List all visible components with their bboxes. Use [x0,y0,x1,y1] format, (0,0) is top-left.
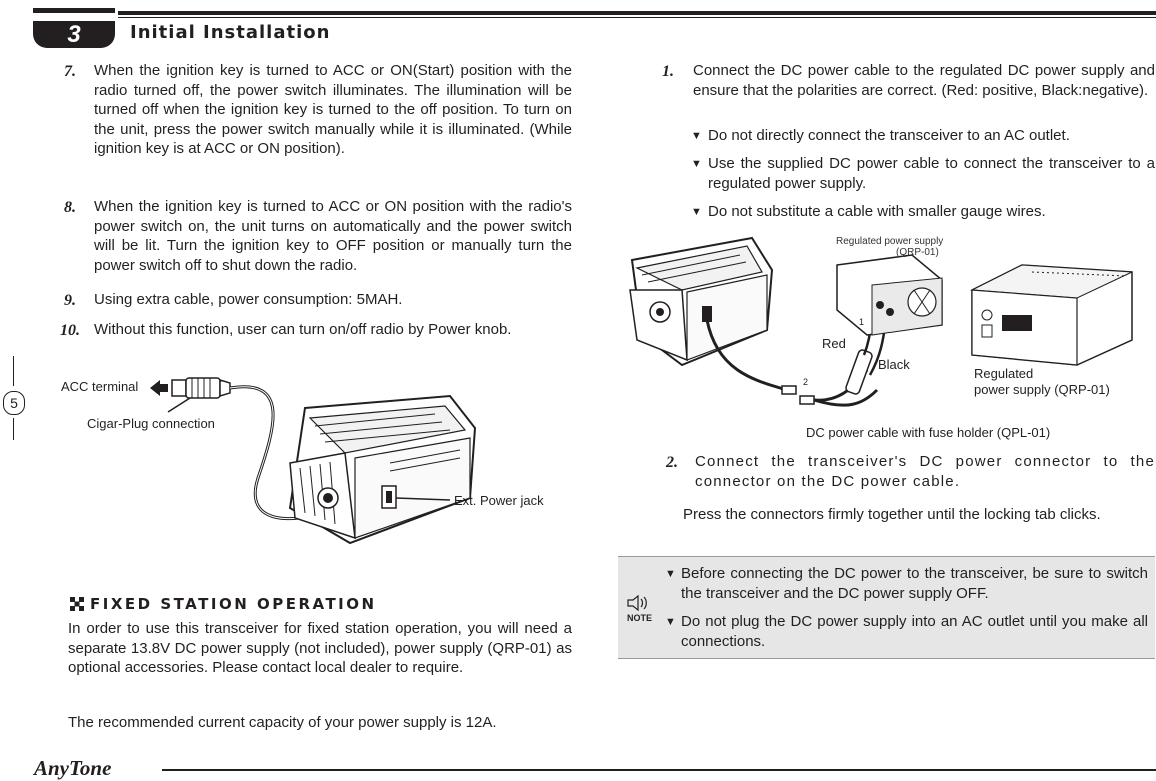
bullet-icon: ▼ [691,206,702,218]
item-text: Connect the transceiver's DC power connector to the connector on the DC power cable. [695,453,1155,490]
dc-cable-label: DC power cable with fuse holder (QPL-01) [806,425,1051,440]
bullet-text: Do not substitute a cable with smaller gauge wires. [708,203,1046,220]
chapter-title: Initial Installation [130,22,331,43]
press-instruction: Press the connectors firmly together until the locking tab clicks. [683,506,1101,523]
item-text: Without this function, user can turn on/off radio by Power knob. [94,321,512,338]
item-number: 9. [64,292,76,309]
regulated-supply-small-label: Regulated power supply [836,236,944,247]
red-wire-label: Red [822,336,846,351]
item-number: 10. [60,322,80,339]
bullet-icon: ▼ [691,158,702,170]
bullet-text: Do not directly connect the transceiver to an AC outlet. [708,127,1070,144]
header-rule-thin [118,17,1156,18]
header-rule-left [33,8,115,13]
regulated-supply-model-small-label: (QRP-01) [896,247,939,258]
fixed-station-current: The recommended current capacity of your power supply is 12A. [68,714,497,731]
item-text: Connect the DC power cable to the regulated DC power supply and ensure that the polarities are correct. (Red: positive, Black:negative). [693,62,1155,99]
bullet-icon: ▼ [665,568,676,580]
footer-rule [162,769,1156,771]
item-text: Using extra cable, power consumption: 5MAH. [94,291,403,308]
transceiver-illustration [290,396,475,543]
transceiver-illustration [630,238,772,365]
power-supply-small-illustration [837,255,942,335]
note-text: Do not plug the DC power supply into an AC outlet until you make all connections. [681,613,1148,650]
arrow-icon [150,380,168,396]
fixed-station-title: FIXED STATION OPERATION [90,595,377,613]
bullet-icon: ▼ [665,616,676,628]
power-supply-large-illustration [972,265,1132,365]
item-text: When the ignition key is turned to ACC or ON position with the radio's power switch on, the unit turns on automatically and the power switch will be lit. Turn the ignition key to OFF position or manually turn the power switch off to shut down the radio. [94,198,572,274]
ext-power-jack-label: Ext. Power jack [454,493,544,508]
brand-logo: AnyTone [34,756,112,780]
regulated-model-label: power supply (QRP-01) [974,382,1110,397]
section-marker-icon [70,597,84,611]
regulated-label: Regulated [974,366,1034,381]
cigar-plug-illustration [172,378,230,398]
item-number: 2. [666,454,678,471]
bullet-text: Use the supplied DC power cable to connect the transceiver to a regulated power supply. [708,155,1155,192]
note-label: NOTE [627,613,653,623]
bullet-icon: ▼ [691,130,702,142]
mark-2: 2 [803,377,809,387]
page-number: 5 [3,391,25,415]
side-rule-top [13,356,14,386]
fixed-station-paragraph: In order to use this transceiver for fixed station operation, you will need a separate 13.8V DC power supply (not included), power supply (QRP-01) as optional accessories. Please contact local dealer to require. [68,620,572,676]
header-rule [118,11,1156,15]
item-number: 1. [662,63,674,80]
item-text: When the ignition key is turned to ACC or ON(Start) position with the radio turned off, the power switch illuminates. The illumination will be turned off when the ignition key is turned to the off position. To turn on the unit, press the power switch manually while it is illuminated. (While ignition key is at ACC or ON position). [94,62,572,157]
note-text: Before connecting the DC power to the transceiver, be sure to switch the transceiver and the DC power supply OFF. [681,565,1148,602]
item-number: 7. [64,63,76,80]
mark-1: 1 [859,317,865,327]
black-wire-label: Black [878,357,910,372]
side-rule-bottom [13,418,14,440]
cigar-plug-diagram [150,368,490,553]
note-icon [626,594,650,612]
cigar-plug-label: Cigar-Plug connection [87,416,215,431]
acc-terminal-label: ACC terminal [61,379,139,394]
item-number: 8. [64,199,76,216]
chapter-number-badge: 3 [33,21,115,48]
